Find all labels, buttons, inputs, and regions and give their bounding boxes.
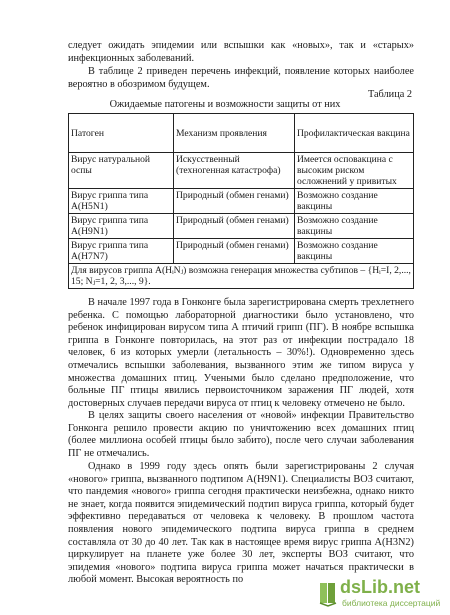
table-row [69,153,414,189]
table-cell: Возможно создание вакцины [295,189,414,214]
watermark-logo: dsLib.net [340,577,420,597]
table-cell: Природный (обмен генами) [174,214,295,239]
table-title: Ожидаемые патогены и возможности защиты от них [109,99,341,110]
table-cell: Вирус гриппа типа A(H9N1) [69,214,174,239]
table-cell: Искусственный (техногенная катастрофа) [174,153,295,189]
paragraph-intro: В таблице 2 приведен перечень инфекций, появление которых наиболее вероятно в обозримом будущем. [68,66,414,90]
table-cell: Вирус гриппа типа A(H7N7) [69,239,174,264]
paragraph-top: следует ожидать эпидемии или вспышки как «новых», так и «старых» инфекционных заболеваний. [68,40,414,64]
pathogen-table [68,113,414,289]
table-header-cell: Патоген [69,114,174,153]
dslib-watermark [314,577,444,611]
table-header-cell: Профилактическая вакцина [295,114,414,153]
book-icon [318,579,338,607]
table-cell: Вирус гриппа типа A(H5N1) [69,189,174,214]
paragraph-1999: Однако в 1999 году здесь опять были зарегистрированы 2 случая «нового» гриппа, вызванного подтипом A(H9N1). Специалисты ВОЗ считают, что пандемия «нового» гриппа сегодня практически неизбежна, однако никто не знает, когда появится эпидемический подтип вируса гриппа, который будет эффективно передаваться от человека к человеку. В прошлом частота появления нового эпидемического подтипа вируса гриппа в среднем составляла от 30 до 40 лет. Так как в настоящее время вирус гриппа A(H3N2) циркулирует на планете уже более 30 лет, эксперты ВОЗ считают, что эпидемия «нового» подтипа вируса гриппа может начаться практически в любой момент. Высокая вероятность по [68,461,414,586]
table-footnote-row [69,264,414,289]
table-label: Таблица 2 [367,89,412,100]
table-cell: Природный (обмен генами) [174,239,295,264]
table-footnote: Для вирусов гриппа A(HᵢNⱼ) возможна генерация множества субтипов – {Hᵢ=I, 2,..., 15; Nⱼ=1, 2, 3,..., 9}. [69,264,414,289]
table-row [69,214,414,239]
table-header-cell: Механизм проявления [174,114,295,153]
table-cell: Природный (обмен генами) [174,189,295,214]
paragraph-1997: В начале 1997 года в Гонконге была зарегистрирована смерть трехлетнего ребенка. С помощью лабораторной диагностики было установлено, что ребенок инфицирован вирусом типа А птичий грипп (ПГ). В ноябре вспышка гриппа в Гонконге повторилась, на этот раз от инфекции пострадало 18 человек, 6 из которых умерли (летальность – 30%!). Одновременно здесь отмечались вспышки заболевания, вызванного этим же типом вируса у множества домашних птиц. Учеными было сделано предположение, что больные ПГ птицы явились первоисточником заражения ПГ людей, хотя достоверных случаев передачи вируса от птиц к человеку отмечено не было. [68,297,414,409]
table-cell: Возможно создание вакцины [295,239,414,264]
table-cell: Вирус натуральной оспы [69,153,174,189]
table-row [69,239,414,264]
paragraph-hongkong: В целях защиты своего населения от «новой» инфекции Правительство Гонконга решило провести акцию по уничтожению всех домашних птиц (более миллиона особей птицы было забито), после чего случаи заболевания ПГ не отмечались. [68,410,414,459]
table-cell: Имеется осповакцина с высоким риском осложнений у привитых [295,153,414,189]
table-header-row [69,114,414,153]
watermark-subtitle: библиотека диссертаций [342,598,441,608]
table-row [69,189,414,214]
table-cell: Возможно создание вакцины [295,214,414,239]
